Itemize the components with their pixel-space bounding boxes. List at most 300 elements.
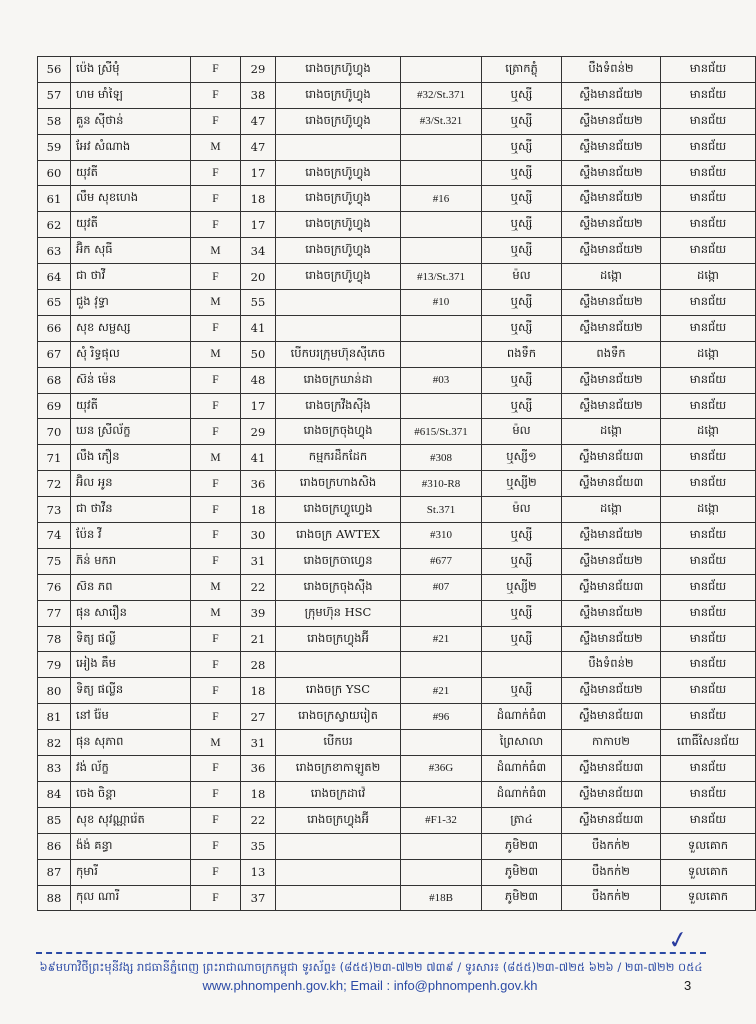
- house-address-cell: #677: [401, 548, 482, 574]
- village-cell: ឬស្សី: [482, 626, 562, 652]
- village-cell: ឬស្សី: [482, 600, 562, 626]
- commune-cell: ស្ទឹងមានជ័យ២: [562, 626, 661, 652]
- village-cell: ម៉ល: [482, 497, 562, 523]
- house-address-cell: [401, 315, 482, 341]
- table-row: [38, 471, 756, 497]
- village-cell: ភូមិ២៣: [482, 833, 562, 859]
- row-number-cell: 86: [38, 833, 71, 859]
- name-cell: កុល ណារី: [71, 885, 191, 911]
- district-cell: មានជ័យ: [661, 212, 756, 238]
- district-cell: ដង្កោ: [661, 341, 756, 367]
- name-cell: អ៊ិល អូន: [71, 471, 191, 497]
- row-number-cell: 77: [38, 600, 71, 626]
- sex-cell: F: [191, 108, 241, 134]
- row-number-cell: 85: [38, 807, 71, 833]
- commune-cell: ស្ទឹងមានជ័យ២: [562, 393, 661, 419]
- district-cell: មានជ័យ: [661, 548, 756, 574]
- house-address-cell: [401, 212, 482, 238]
- house-address-cell: [401, 600, 482, 626]
- name-cell: ឃន ស្រីល័ក្ខ: [71, 419, 191, 445]
- village-cell: ឬស្សី: [482, 678, 562, 704]
- age-cell: 47: [241, 134, 276, 160]
- sex-cell: F: [191, 212, 241, 238]
- table-row: [38, 290, 756, 316]
- table-row: [38, 134, 756, 160]
- house-address-cell: [401, 730, 482, 756]
- commune-cell: បឹងទំពន់២: [562, 652, 661, 678]
- village-cell: ដំណាក់ធំ៣: [482, 756, 562, 782]
- row-number-cell: 61: [38, 186, 71, 212]
- sex-cell: F: [191, 704, 241, 730]
- house-address-cell: #07: [401, 574, 482, 600]
- district-cell: មានជ័យ: [661, 445, 756, 471]
- house-address-cell: [401, 859, 482, 885]
- age-cell: 41: [241, 445, 276, 471]
- workplace-cell: រោងចក្រហ៊ូហ្វុង: [276, 212, 401, 238]
- sex-cell: M: [191, 445, 241, 471]
- village-cell: ឬស្សី២: [482, 574, 562, 600]
- row-number-cell: 65: [38, 290, 71, 316]
- house-address-cell: #16: [401, 186, 482, 212]
- district-cell: ទួលគោក: [661, 885, 756, 911]
- sex-cell: F: [191, 264, 241, 290]
- name-cell: ផុន សុភាព: [71, 730, 191, 756]
- records-table: [37, 56, 756, 911]
- name-cell: ភ៊ន់ មករា: [71, 548, 191, 574]
- footer-website-email: www.phnompenh.gov.kh; Email : info@phnompenh.gov.kh: [202, 978, 538, 993]
- village-cell: ឬស្សី: [482, 108, 562, 134]
- house-address-cell: [401, 57, 482, 83]
- table-row: [38, 57, 756, 83]
- district-cell: មានជ័យ: [661, 57, 756, 83]
- age-cell: 48: [241, 367, 276, 393]
- village-cell: ឬស្សី: [482, 523, 562, 549]
- age-cell: 47: [241, 108, 276, 134]
- commune-cell: ដង្កោ: [562, 419, 661, 445]
- table-row: [38, 160, 756, 186]
- age-cell: 18: [241, 186, 276, 212]
- commune-cell: ស្ទឹងមានជ័យ២: [562, 315, 661, 341]
- table-row: [38, 523, 756, 549]
- workplace-cell: រោងចក្រឃាន់ដា: [276, 367, 401, 393]
- records-table-body: [38, 57, 756, 911]
- village-cell: ឬស្សី: [482, 82, 562, 108]
- name-cell: អែវ សំណាង: [71, 134, 191, 160]
- house-address-cell: #10: [401, 290, 482, 316]
- workplace-cell: រោងចក្រចាហ្វេន: [276, 548, 401, 574]
- commune-cell: ស្ទឹងមានជ័យ២: [562, 134, 661, 160]
- table-row: [38, 264, 756, 290]
- workplace-cell: រោងចក្រ AWTEX: [276, 523, 401, 549]
- house-address-cell: [401, 833, 482, 859]
- district-cell: មានជ័យ: [661, 315, 756, 341]
- age-cell: 39: [241, 600, 276, 626]
- row-number-cell: 68: [38, 367, 71, 393]
- age-cell: 30: [241, 523, 276, 549]
- sex-cell: F: [191, 833, 241, 859]
- table-row: [38, 108, 756, 134]
- sex-cell: F: [191, 626, 241, 652]
- table-row: [38, 574, 756, 600]
- sex-cell: M: [191, 134, 241, 160]
- sex-cell: F: [191, 523, 241, 549]
- table-row: [38, 186, 756, 212]
- commune-cell: បឹងកក់២: [562, 885, 661, 911]
- district-cell: មានជ័យ: [661, 600, 756, 626]
- name-cell: គួន ស៊ីថាន់: [71, 108, 191, 134]
- row-number-cell: 74: [38, 523, 71, 549]
- row-number-cell: 60: [38, 160, 71, 186]
- age-cell: 22: [241, 807, 276, 833]
- row-number-cell: 72: [38, 471, 71, 497]
- age-cell: 18: [241, 497, 276, 523]
- sex-cell: M: [191, 238, 241, 264]
- name-cell: សុំ រិទ្ធផុល: [71, 341, 191, 367]
- district-cell: ដង្កោ: [661, 497, 756, 523]
- name-cell: សុខ សុវណ្ណារ៉េត: [71, 807, 191, 833]
- workplace-cell: [276, 833, 401, 859]
- age-cell: 31: [241, 730, 276, 756]
- district-cell: មានជ័យ: [661, 82, 756, 108]
- name-cell: ចេង ចិន្តា: [71, 781, 191, 807]
- name-cell: យុវតី: [71, 160, 191, 186]
- commune-cell: ស្ទឹងមានជ័យ២: [562, 548, 661, 574]
- name-cell: ជួង វុទ្ធា: [71, 290, 191, 316]
- workplace-cell: រោងចក្រចុងស៊ីង: [276, 574, 401, 600]
- age-cell: 50: [241, 341, 276, 367]
- table-row: [38, 419, 756, 445]
- commune-cell: ស្ទឹងមានជ័យ៣: [562, 756, 661, 782]
- footer-address: ៦៩មហាវិថីព្រះមុនីវង្ស រាជធានីភ្នំពេញ ព្រះរាជាណាចក្រកម្ពុជា ទូរស័ព្ទ៖ (៨៥៥)២៣-៧២២ ៧៣៩ / ទូរសារ៖ (៨៥៥)២៣-៧២៥ ៦២៦ / ២៣-៧២២ ០៥៤: [39, 960, 703, 974]
- workplace-cell: ក្រុមហ៊ុន HSC: [276, 600, 401, 626]
- table-row: [38, 756, 756, 782]
- workplace-cell: រោងចក្រហ្វុងអ៊ី: [276, 626, 401, 652]
- house-address-cell: [401, 134, 482, 160]
- district-cell: មានជ័យ: [661, 626, 756, 652]
- row-number-cell: 63: [38, 238, 71, 264]
- workplace-cell: កម្មករដឹកដែក: [276, 445, 401, 471]
- village-cell: ឬស្សី: [482, 238, 562, 264]
- table-row: [38, 445, 756, 471]
- workplace-cell: រោងចក្រហ៊ូហ្វុង: [276, 160, 401, 186]
- table-row: [38, 833, 756, 859]
- commune-cell: ស្ទឹងមានជ័យ៣: [562, 574, 661, 600]
- sex-cell: F: [191, 781, 241, 807]
- name-cell: នៅ រ៉ែម: [71, 704, 191, 730]
- row-number-cell: 62: [38, 212, 71, 238]
- name-cell: ស៊ន់ ម៉េន: [71, 367, 191, 393]
- house-address-cell: [401, 652, 482, 678]
- workplace-cell: រោងចក្រហ៊ូហ្វុង: [276, 264, 401, 290]
- table-row: [38, 341, 756, 367]
- house-address-cell: #32/St.371: [401, 82, 482, 108]
- workplace-cell: រោងចក្រដាវ៉េ: [276, 781, 401, 807]
- village-cell: ដំណាក់ធំ៣: [482, 781, 562, 807]
- district-cell: ទួលគោក: [661, 859, 756, 885]
- row-number-cell: 76: [38, 574, 71, 600]
- row-number-cell: 71: [38, 445, 71, 471]
- row-number-cell: 79: [38, 652, 71, 678]
- commune-cell: បឹងកក់២: [562, 859, 661, 885]
- row-number-cell: 56: [38, 57, 71, 83]
- row-number-cell: 80: [38, 678, 71, 704]
- village-cell: ពងទឹក: [482, 341, 562, 367]
- name-cell: យុវតី: [71, 393, 191, 419]
- age-cell: 22: [241, 574, 276, 600]
- workplace-cell: [276, 134, 401, 160]
- district-cell: មានជ័យ: [661, 290, 756, 316]
- workplace-cell: រោងចក្រចុងហ្វុង: [276, 419, 401, 445]
- sex-cell: F: [191, 859, 241, 885]
- table-row: [38, 859, 756, 885]
- workplace-cell: រោងចក្រស្វាយរៀត: [276, 704, 401, 730]
- sex-cell: F: [191, 548, 241, 574]
- village-cell: [482, 652, 562, 678]
- district-cell: មានជ័យ: [661, 186, 756, 212]
- district-cell: មានជ័យ: [661, 160, 756, 186]
- commune-cell: ស្ទឹងមានជ័យ២: [562, 186, 661, 212]
- village-cell: ឬស្សី: [482, 315, 562, 341]
- name-cell: សុខ សម្ផស្ស: [71, 315, 191, 341]
- name-cell: យុវតី: [71, 212, 191, 238]
- village-cell: ម៉ល: [482, 264, 562, 290]
- age-cell: 38: [241, 82, 276, 108]
- sex-cell: F: [191, 186, 241, 212]
- commune-cell: ស្ទឹងមានជ័យ២: [562, 678, 661, 704]
- village-cell: ឬស្សី: [482, 134, 562, 160]
- age-cell: 27: [241, 704, 276, 730]
- workplace-cell: [276, 859, 401, 885]
- commune-cell: ដង្កោ: [562, 264, 661, 290]
- table-row: [38, 885, 756, 911]
- village-cell: ឬស្សី: [482, 290, 562, 316]
- sex-cell: M: [191, 574, 241, 600]
- village-cell: ឬស្សី: [482, 548, 562, 574]
- table-row: [38, 367, 756, 393]
- age-cell: 36: [241, 756, 276, 782]
- table-row: [38, 652, 756, 678]
- sex-cell: M: [191, 600, 241, 626]
- workplace-cell: [276, 315, 401, 341]
- table-row: [38, 626, 756, 652]
- house-address-cell: #13/St.371: [401, 264, 482, 290]
- row-number-cell: 87: [38, 859, 71, 885]
- sex-cell: M: [191, 730, 241, 756]
- commune-cell: ស្ទឹងមានជ័យ២: [562, 160, 661, 186]
- village-cell: ត្រា៤: [482, 807, 562, 833]
- workplace-cell: រោងចក្រហ្វូហ្វេង: [276, 497, 401, 523]
- age-cell: 29: [241, 419, 276, 445]
- table-row: [38, 497, 756, 523]
- house-address-cell: #96: [401, 704, 482, 730]
- table-row: [38, 781, 756, 807]
- district-cell: ដង្កោ: [661, 264, 756, 290]
- district-cell: មានជ័យ: [661, 652, 756, 678]
- commune-cell: ស្ទឹងមានជ័យ៣: [562, 807, 661, 833]
- village-cell: ឬស្សី: [482, 367, 562, 393]
- village-cell: ម៉ល: [482, 419, 562, 445]
- row-number-cell: 88: [38, 885, 71, 911]
- commune-cell: ស្ទឹងមានជ័យ២: [562, 238, 661, 264]
- row-number-cell: 75: [38, 548, 71, 574]
- age-cell: 20: [241, 264, 276, 290]
- district-cell: មានជ័យ: [661, 704, 756, 730]
- row-number-cell: 64: [38, 264, 71, 290]
- commune-cell: បឹងទំពន់២: [562, 57, 661, 83]
- table-row: [38, 238, 756, 264]
- house-address-cell: [401, 393, 482, 419]
- sex-cell: M: [191, 341, 241, 367]
- name-cell: ង៉ង់ គន្ធា: [71, 833, 191, 859]
- age-cell: 34: [241, 238, 276, 264]
- commune-cell: ស្ទឹងមានជ័យ៣: [562, 781, 661, 807]
- district-cell: មានជ័យ: [661, 471, 756, 497]
- house-address-cell: [401, 781, 482, 807]
- district-cell: មានជ័យ: [661, 238, 756, 264]
- commune-cell: កាកាប២: [562, 730, 661, 756]
- district-cell: មានជ័យ: [661, 367, 756, 393]
- district-cell: ទួលគោក: [661, 833, 756, 859]
- age-cell: 21: [241, 626, 276, 652]
- house-address-cell: #615/St.371: [401, 419, 482, 445]
- district-cell: មានជ័យ: [661, 807, 756, 833]
- commune-cell: ស្ទឹងមានជ័យ៣: [562, 445, 661, 471]
- district-cell: មានជ័យ: [661, 574, 756, 600]
- workplace-cell: រោងចក្រហ៊ូហ្វុង: [276, 186, 401, 212]
- district-cell: ដង្កោ: [661, 419, 756, 445]
- district-cell: មានជ័យ: [661, 678, 756, 704]
- row-number-cell: 58: [38, 108, 71, 134]
- name-cell: ប៉ែន វី: [71, 523, 191, 549]
- sex-cell: F: [191, 471, 241, 497]
- sex-cell: F: [191, 497, 241, 523]
- commune-cell: ស្ទឹងមានជ័យ២: [562, 523, 661, 549]
- district-cell: មានជ័យ: [661, 523, 756, 549]
- table-row: [38, 212, 756, 238]
- house-address-cell: St.371: [401, 497, 482, 523]
- handwritten-check-mark: ✓: [665, 924, 691, 956]
- workplace-cell: រោងចក្រហ៊ូហ្វុង: [276, 57, 401, 83]
- commune-cell: ស្ទឹងមានជ័យ៣: [562, 704, 661, 730]
- name-cell: ហម មាំឡៃ: [71, 82, 191, 108]
- sex-cell: F: [191, 756, 241, 782]
- row-number-cell: 83: [38, 756, 71, 782]
- house-address-cell: #21: [401, 678, 482, 704]
- name-cell: កុមារី: [71, 859, 191, 885]
- workplace-cell: បើកបរ: [276, 730, 401, 756]
- age-cell: 28: [241, 652, 276, 678]
- district-cell: ពោធិ៍សែនជ័យ: [661, 730, 756, 756]
- village-cell: ឬស្សី១: [482, 445, 562, 471]
- name-cell: ជា ថាវីន: [71, 497, 191, 523]
- commune-cell: ដង្កោ: [562, 497, 661, 523]
- district-cell: មានជ័យ: [661, 393, 756, 419]
- table-row: [38, 600, 756, 626]
- name-cell: ទិត្យ ផល្លី: [71, 626, 191, 652]
- row-number-cell: 73: [38, 497, 71, 523]
- age-cell: 18: [241, 678, 276, 704]
- name-cell: វង់ ល័ក្ខ: [71, 756, 191, 782]
- house-address-cell: #36G: [401, 756, 482, 782]
- house-address-cell: #18B: [401, 885, 482, 911]
- workplace-cell: រោងចក្រហ៊ូហ្វុង: [276, 238, 401, 264]
- workplace-cell: [276, 652, 401, 678]
- village-cell: ព្រៃសាលា: [482, 730, 562, 756]
- village-cell: ឬស្សី: [482, 393, 562, 419]
- age-cell: 37: [241, 885, 276, 911]
- workplace-cell: បើកបរក្រុមហ៊ុនស៊ីភេច: [276, 341, 401, 367]
- age-cell: 17: [241, 393, 276, 419]
- house-address-cell: #03: [401, 367, 482, 393]
- sex-cell: F: [191, 82, 241, 108]
- sex-cell: F: [191, 160, 241, 186]
- row-number-cell: 67: [38, 341, 71, 367]
- village-cell: ភូមិ២៣: [482, 885, 562, 911]
- table-row: [38, 315, 756, 341]
- workplace-cell: រោងចក្រហ៊ូហ្វុង: [276, 82, 401, 108]
- house-address-cell: [401, 160, 482, 186]
- workplace-cell: រោងចក្រហ្វុងអ៊ី: [276, 807, 401, 833]
- name-cell: អ៊ិក សុធី: [71, 238, 191, 264]
- age-cell: 35: [241, 833, 276, 859]
- table-row: [38, 548, 756, 574]
- village-cell: ដំណាក់ធំ៣: [482, 704, 562, 730]
- table-row: [38, 393, 756, 419]
- workplace-cell: រោងចក្រហ៊ូហ្វុង: [276, 108, 401, 134]
- sex-cell: F: [191, 367, 241, 393]
- village-cell: ឬស្សី: [482, 160, 562, 186]
- sex-cell: F: [191, 419, 241, 445]
- name-cell: ទិត្យ ផល្លីន: [71, 678, 191, 704]
- sex-cell: F: [191, 807, 241, 833]
- district-cell: មានជ័យ: [661, 108, 756, 134]
- name-cell: ស៊ន ភព: [71, 574, 191, 600]
- sex-cell: F: [191, 393, 241, 419]
- table-row: [38, 82, 756, 108]
- table-row: [38, 730, 756, 756]
- sex-cell: F: [191, 678, 241, 704]
- commune-cell: ស្ទឹងមានជ័យ២: [562, 82, 661, 108]
- workplace-cell: រោងចក្រ YSC: [276, 678, 401, 704]
- village-cell: ត្រោកភ្លុំ: [482, 57, 562, 83]
- house-address-cell: #F1-32: [401, 807, 482, 833]
- house-address-cell: [401, 238, 482, 264]
- sex-cell: F: [191, 57, 241, 83]
- row-number-cell: 70: [38, 419, 71, 445]
- district-cell: មានជ័យ: [661, 756, 756, 782]
- commune-cell: ពងទឹក: [562, 341, 661, 367]
- name-cell: លឹង ភឿន: [71, 445, 191, 471]
- sex-cell: F: [191, 885, 241, 911]
- table-row: [38, 678, 756, 704]
- name-cell: ប៉េង ស្រីមុំ: [71, 57, 191, 83]
- sex-cell: F: [191, 652, 241, 678]
- commune-cell: ស្ទឹងមានជ័យ២: [562, 367, 661, 393]
- name-cell: លឹម សុខហេង: [71, 186, 191, 212]
- row-number-cell: 81: [38, 704, 71, 730]
- table-row: [38, 807, 756, 833]
- commune-cell: ស្ទឹងមានជ័យ២: [562, 212, 661, 238]
- name-cell: ផុន សារឿន: [71, 600, 191, 626]
- commune-cell: ស្ទឹងមានជ័យ២: [562, 290, 661, 316]
- village-cell: ឬស្សី២: [482, 471, 562, 497]
- age-cell: 17: [241, 160, 276, 186]
- commune-cell: ស្ទឹងមានជ័យ២: [562, 108, 661, 134]
- row-number-cell: 69: [38, 393, 71, 419]
- house-address-cell: [401, 341, 482, 367]
- age-cell: 31: [241, 548, 276, 574]
- name-cell: អៀង គឹម: [71, 652, 191, 678]
